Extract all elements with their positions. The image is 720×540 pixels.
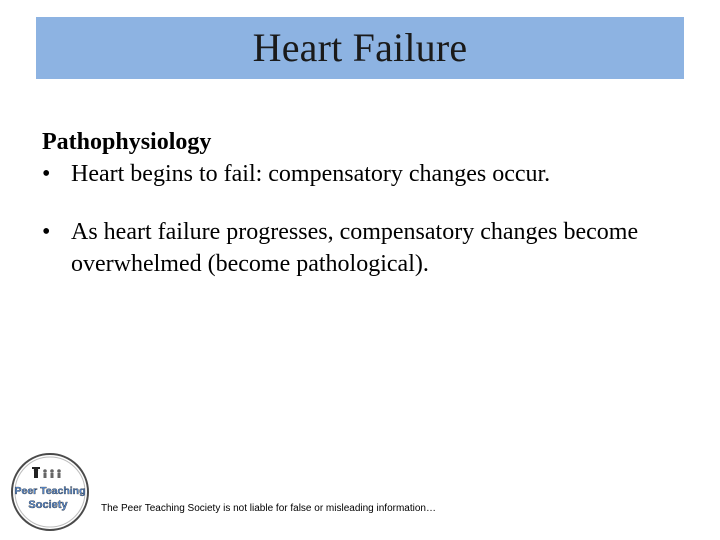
title-bar [36,17,684,79]
footer-disclaimer: The Peer Teaching Society is not liable for false or misleading information… [101,503,436,514]
peer-teaching-society-logo [10,452,90,532]
slide-title: Heart Failure [252,25,468,70]
bullet-item [42,158,682,190]
bullet-text: Heart begins to fail: compensatory changes occur. [71,161,551,187]
logo-line-1: Peer Teaching [14,485,86,497]
content-area [42,126,682,280]
logo-graphic [10,452,90,532]
bullet-item [42,216,682,280]
bullet-marker: • [42,219,51,245]
bullet-text: As heart failure progresses, compensatory changes become overwhelmed (become pathological). [71,219,639,277]
bullet-marker: • [42,161,51,187]
section-heading: Pathophysiology [42,129,212,155]
logo-line-2: Society [28,499,68,511]
